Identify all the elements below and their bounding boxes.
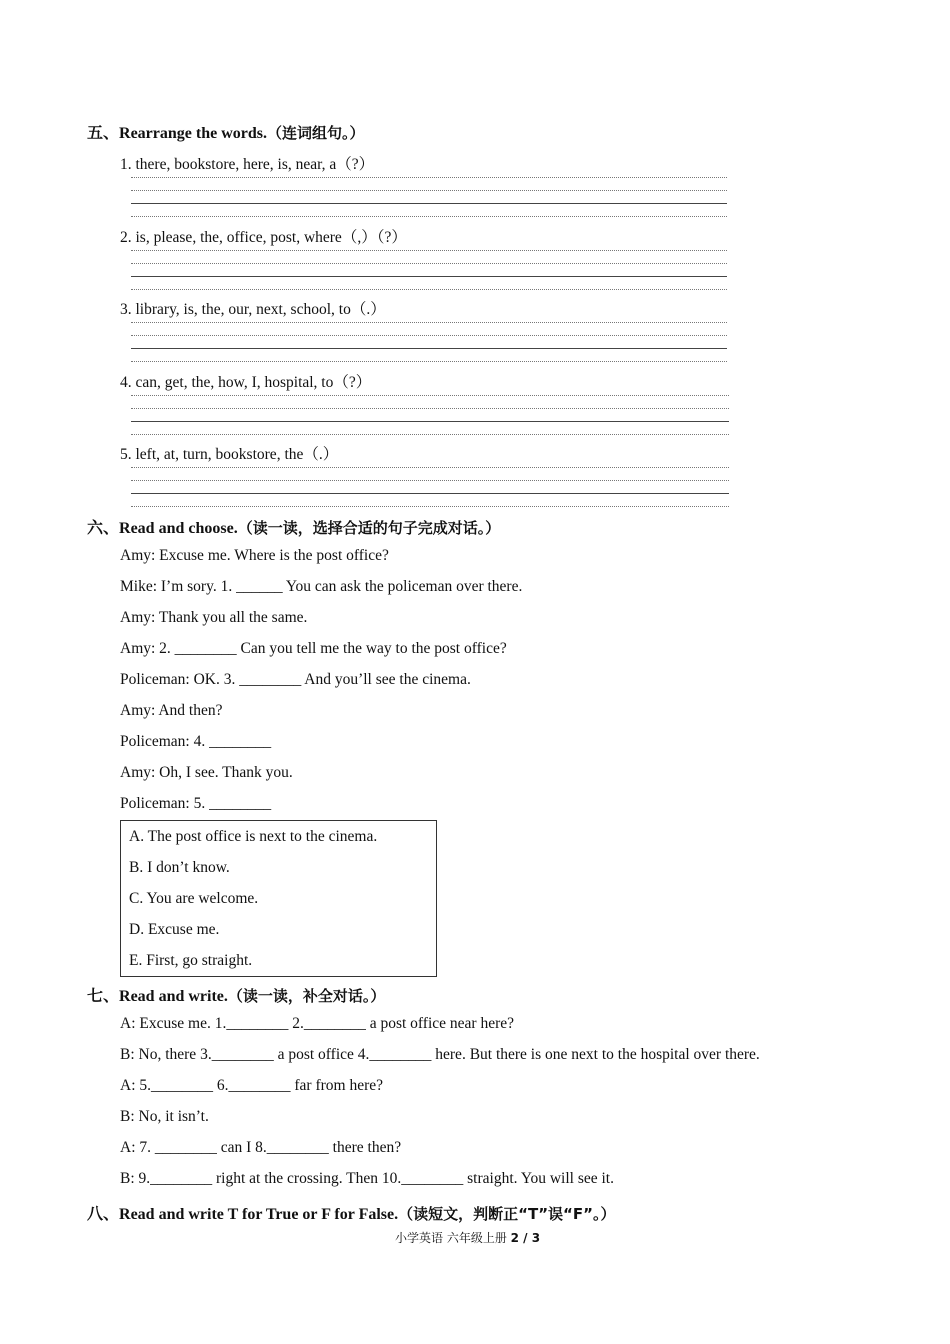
dialogue-line: B: 9.________ right at the crossing. Then 10.________ straight. You will see it. bbox=[120, 1170, 614, 1187]
section-7-title bbox=[87, 983, 385, 1006]
dialogue-line: Amy: 2. ________ Can you tell me the way to the post office? bbox=[120, 640, 507, 657]
section-5-title-en: Rearrange the words. bbox=[119, 125, 267, 142]
option-d: D. Excuse me. bbox=[129, 921, 220, 938]
dialogue-line: Amy: Excuse me. Where is the post office? bbox=[120, 547, 389, 564]
dialogue-line: Policeman: 4. ________ bbox=[120, 733, 272, 750]
page-footer bbox=[395, 1229, 540, 1246]
section-7-title-cn: （读一读，补全对话。） bbox=[227, 987, 386, 1005]
section-5-title bbox=[87, 120, 365, 143]
dialogue-line: Amy: Oh, I see. Thank you. bbox=[120, 764, 293, 781]
rearrange-item-3: 3. library, is, the, our, next, school, to（.） bbox=[120, 301, 386, 318]
dialogue-line: B: No, there 3.________ a post office 4.________ here. But there is one next to the hospital over there. bbox=[120, 1046, 760, 1063]
dialogue-line: Policeman: 5. ________ bbox=[120, 795, 272, 812]
section-6-number: 六、 bbox=[87, 518, 120, 537]
option-b: B. I don’t know. bbox=[129, 859, 230, 876]
rearrange-item-1: 1. there, bookstore, here, is, near, a（?） bbox=[120, 156, 375, 173]
dialogue-line: Amy: Thank you all the same. bbox=[120, 609, 308, 626]
section-6-title-cn: （读一读，选择合适的句子完成对话。） bbox=[237, 519, 501, 537]
footer-text: 小学英语 六年级上册 bbox=[395, 1231, 511, 1245]
options-box bbox=[120, 820, 437, 977]
section-5-number: 五、 bbox=[87, 123, 120, 142]
dialogue-line: Mike: I’m sory. 1. ______ You can ask the policeman over there. bbox=[120, 578, 523, 595]
section-5-title-cn: （连词组句。） bbox=[266, 124, 365, 142]
dialogue-line: Policeman: OK. 3. ________ And you’ll see the cinema. bbox=[120, 671, 471, 688]
rearrange-item-4: 4. can, get, the, how, I, hospital, to（?） bbox=[120, 374, 372, 391]
section-7-number: 七、 bbox=[87, 986, 120, 1005]
section-6-title bbox=[87, 515, 500, 538]
page-number: 2 / 3 bbox=[510, 1231, 541, 1245]
section-8-title-cn: （读短文，判断正“T”误“F”。） bbox=[398, 1205, 616, 1223]
option-a: A. The post office is next to the cinema. bbox=[129, 828, 378, 845]
option-c: C. You are welcome. bbox=[129, 890, 259, 907]
dialogue-line: A: Excuse me. 1.________ 2.________ a post office near here? bbox=[120, 1015, 514, 1032]
dialogue-line: Amy: And then? bbox=[120, 702, 223, 719]
rearrange-item-5: 5. left, at, turn, bookstore, the（.） bbox=[120, 446, 339, 463]
option-e: E. First, go straight. bbox=[129, 952, 253, 969]
dialogue-line: B: No, it isn’t. bbox=[120, 1108, 209, 1125]
dialogue-line: A: 5.________ 6.________ far from here? bbox=[120, 1077, 384, 1094]
section-8-title bbox=[87, 1201, 616, 1224]
section-7-title-en: Read and write. bbox=[119, 988, 228, 1005]
dialogue-line: A: 7. ________ can I 8.________ there then? bbox=[120, 1139, 402, 1156]
rearrange-item-2: 2. is, please, the, office, post, where（,）（?） bbox=[120, 229, 407, 246]
section-6-title-en: Read and choose. bbox=[119, 520, 238, 537]
section-8-title-en: Read and write T for True or F for False. bbox=[119, 1206, 399, 1223]
section-8-number: 八、 bbox=[87, 1204, 120, 1223]
